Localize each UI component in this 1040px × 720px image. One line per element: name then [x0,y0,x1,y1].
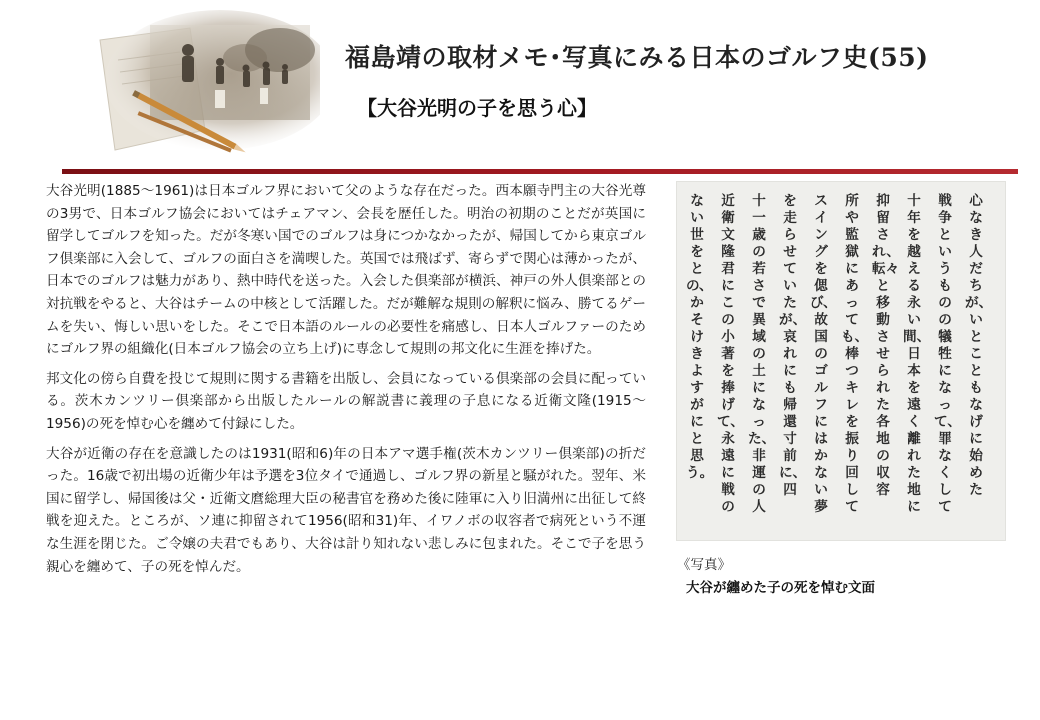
vintage-golf-photo-collage [70,10,320,160]
header-divider [62,169,1018,174]
article-body [46,180,646,585]
scan-text-column: 近衛文隆君にこの小著を捧げて、永遠に戦の [717,193,744,515]
header-photo [70,10,320,160]
scan-text-column: スイングを偲び、故国のゴルフにはかない夢 [810,193,837,515]
article-subtitle: 【大谷光明の子を思う心】 [357,96,597,120]
scan-text-column: 十年を越える永い間、日本を遠く離れた地に [903,193,931,515]
scan-text-column: 所や監獄にあっても、棒つキレを振り回して [841,193,869,515]
article-paragraph: 邦文化の傍ら自費を投じて規則に関する書籍を出版し、会員になっている倶楽部の会員に配っている。茨木カンツリー倶楽部から出版したルールの解説書に義理の子息になる近衛文隆(1915～1956)の死を悼む心を纏めて付録にした。 [46,370,646,432]
article-paragraph: 大谷光明(1885～1961)は日本ゴルフ界において父のような存在だった。西本願寺門主の大谷光尊の3男で、日本ゴルフ協会においてはチェアマン、会長を歴任した。明治の初期のことだが英国に留学してゴルフを知った。だが冬寒い国でのゴルフは身につかなかったが、帰国してから東京ゴルフ倶楽部に入会して、ゴルフの面白さを満喫した。英国では飛ばず、寄らずで関心は薄かったが、日本でのゴルフは魅力があり、熱中時代を送った。入会した倶楽部が横浜、神戸の外人倶楽部との対抗戦をやると、大谷はチームの中核として活躍した。だが難解な規則の解釈に悩み、勝てるゲームを失い、悔しい思いをした。そこで日本語のルールの必要性を痛感し、日本人ゴルファーのためにゴルフ界の組織化(日本ゴルフ協会の立ち上げ)に専念して規則の邦文化に生涯を捧げた。 [46,183,646,358]
scan-text-column: 十一歳の若さで異域の土になった、非運の人 [748,193,776,515]
scan-text-column: ない世をとの、かそけきよすがにと思う。 [686,193,714,481]
photo-caption-label: 《写真》 [677,557,731,573]
scan-text-column: を走らせていたが、哀れにも帰還寸前に、四 [779,193,807,498]
scan-text-column: 抑留され、転々と移動させられた各地の収容 [872,193,901,498]
article-paragraph: 大谷が近衛の存在を意識したのは1931(昭和6)年の日本アマ選手権(茨木カンツリー倶楽部)の折だった。16歳で初出場の近衛少年は予選を3位タイで通過し、ゴルフ界の新星と騒がれた。翌年、米国に留学し、帰国後は父・近衛文麿総理大臣の秘書官を務めた後に陸軍に入り旧満州に出征して終戦を迎えた。ところが、ソ連に抑留されて1956(昭和31)年、イワノボの収容者で病死という不運な生涯を閉じた。ご令嬢の夫君でもあり、大谷は計り知れない悲しみに包まれた。そこで子を思う親心を纏めて、子の死を悼んだ。 [46,445,646,575]
series-title: 福島靖の取材メモ･写真にみる日本のゴルフ史(55) [345,43,929,72]
photo-caption-text: 大谷が纏めた子の死を悼む文面 [686,580,875,596]
scan-text-column: 戦争というものの犠牲になって、罪なくして [934,193,961,515]
scanned-document-photo [676,181,1006,541]
scan-text-column: 心なき人だちが、いとこともなげに始めた [965,193,993,498]
